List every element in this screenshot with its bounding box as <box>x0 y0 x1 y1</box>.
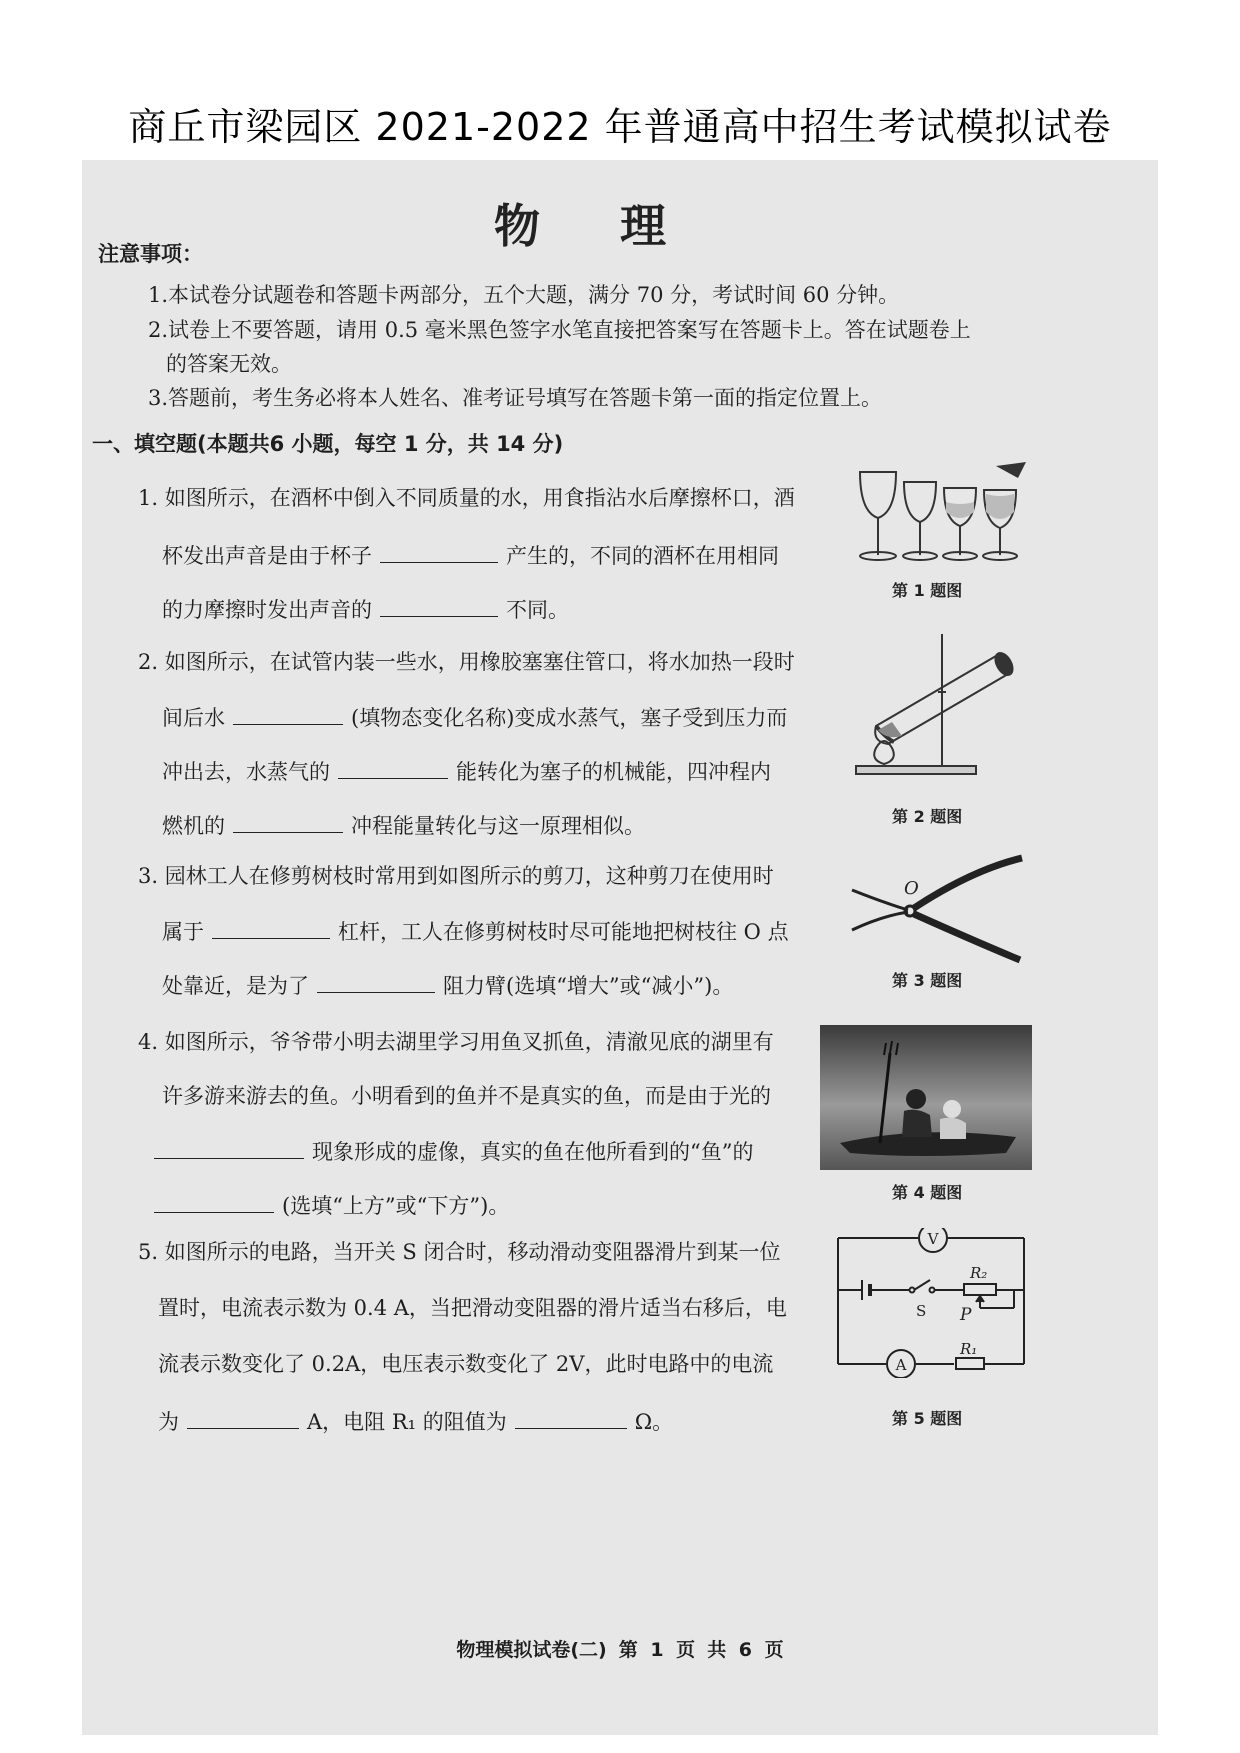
q2-line3: 冲出去，水蒸气的 能转化为塞子的机械能，四冲程内 <box>162 760 771 784</box>
q4-line2: 许多游来游去的鱼。小明看到的鱼并不是真实的鱼，而是由于光的 <box>162 1084 771 1108</box>
note-1: 1.本试卷分试题卷和答题卡两部分，五个大题，满分 70 分，考试时间 60 分钟。 <box>148 283 900 307</box>
q4-caption: 第 4 题图 <box>892 1183 963 1202</box>
q4-line1: 4. 如图所示，爷爷带小明去湖里学习用鱼叉抓鱼，清澈见底的湖里有 <box>138 1030 774 1054</box>
answer-blank[interactable] <box>338 760 448 779</box>
q3-line3: 处靠近，是为了 阻力臂(选填“增大”或“减小”)。 <box>162 974 734 998</box>
r2-label: R₂ <box>970 1264 988 1282</box>
q1-caption: 第 1 题图 <box>892 581 963 600</box>
answer-blank[interactable] <box>154 1194 274 1213</box>
q4-line3: 现象形成的虚像，真实的鱼在他所看到的“鱼”的 <box>154 1140 753 1163</box>
answer-blank[interactable] <box>380 544 498 563</box>
answer-blank[interactable] <box>187 1410 299 1429</box>
q1-line3: 的力摩擦时发出声音的 不同。 <box>162 598 569 622</box>
q5-line4: 为 A，电阻 R₁ 的阻值为 Ω。 <box>158 1410 674 1434</box>
answer-blank[interactable] <box>154 1140 304 1159</box>
subject-title: 物理 <box>494 199 746 253</box>
answer-blank[interactable] <box>233 814 343 833</box>
q2-line2: 间后水 (填物态变化名称)变成水蒸气，塞子受到压力而 <box>162 706 788 730</box>
fishing-photo <box>820 1025 1032 1170</box>
scanned-page <box>82 160 1158 1735</box>
q2-line4: 燃机的 冲程能量转化与这一原理相似。 <box>162 814 645 838</box>
q5-caption: 第 5 题图 <box>892 1409 963 1428</box>
footer-page: 第 1 页 <box>618 1639 696 1661</box>
q3-fig-label-o: O <box>904 878 919 899</box>
q2-line1: 2. 如图所示，在试管内装一些水，用橡胶塞塞住管口，将水加热一段时 <box>138 650 795 674</box>
circuit-diagram <box>834 1228 1030 1378</box>
q5-line1: 5. 如图所示的电路，当开关 S 闭合时，移动滑动变阻器滑片到某一位 <box>138 1240 781 1264</box>
ammeter-label: A <box>895 1356 907 1374</box>
note-2: 2.试卷上不要答题，请用 0.5 毫米黑色签字水笔直接把答案写在答题卡上。答在试题卷上 <box>148 318 971 342</box>
q3-line1: 3. 园林工人在修剪树枝时常用到如图所示的剪刀，这种剪刀在使用时 <box>138 864 774 888</box>
switch-label: S <box>916 1302 927 1320</box>
q1-line1: 1. 如图所示，在酒杯中倒入不同质量的水，用食指沾水后摩擦杯口，酒 <box>138 486 795 510</box>
answer-blank[interactable] <box>233 706 343 725</box>
pruning-shears-figure <box>842 850 1042 970</box>
q3-line2: 属于 杠杆，工人在修剪树枝时尽可能地把树枝往 O 点 <box>162 920 789 944</box>
answer-blank[interactable] <box>515 1410 627 1429</box>
note-3: 3.答题前，考生务必将本人姓名、准考证号填写在答题卡第一面的指定位置上。 <box>148 386 883 410</box>
test-tube-heating-figure <box>846 626 1026 786</box>
wine-glasses-figure <box>850 460 1050 570</box>
q5-line2: 置时，电流表示数为 0.4 A，当把滑动变阻器的滑片适当右移后，电 <box>158 1296 787 1320</box>
footer-total: 共 6 页 <box>707 1639 784 1661</box>
r1-label: R₁ <box>960 1340 978 1358</box>
answer-blank[interactable] <box>212 920 330 939</box>
notes-heading: 注意事项： <box>98 242 203 266</box>
section-heading: 一、填空题(本题共6 小题，每空 1 分，共 14 分) <box>92 432 564 456</box>
q3-caption: 第 3 题图 <box>892 971 963 990</box>
footer-exam-name: 物理模拟试卷(二) <box>456 1639 607 1661</box>
q2-caption: 第 2 题图 <box>892 807 963 826</box>
page-footer <box>82 1635 1158 1662</box>
voltmeter-label: V <box>927 1230 939 1248</box>
q1-line2: 杯发出声音是由于杯子 产生的，不同的酒杯在用相同 <box>162 544 779 568</box>
answer-blank[interactable] <box>380 598 498 617</box>
q5-line3: 流表示数变化了 0.2A，电压表示数变化了 2V，此时电路中的电流 <box>158 1352 774 1376</box>
slider-label: P <box>960 1305 972 1325</box>
answer-blank[interactable] <box>317 974 435 993</box>
q4-line4: (选填“上方”或“下方”)。 <box>154 1194 509 1217</box>
note-2-cont: 的答案无效。 <box>166 352 292 376</box>
exam-title: 商丘市梁园区 2021-2022 年普通高中招生考试模拟试卷 <box>128 105 1112 149</box>
